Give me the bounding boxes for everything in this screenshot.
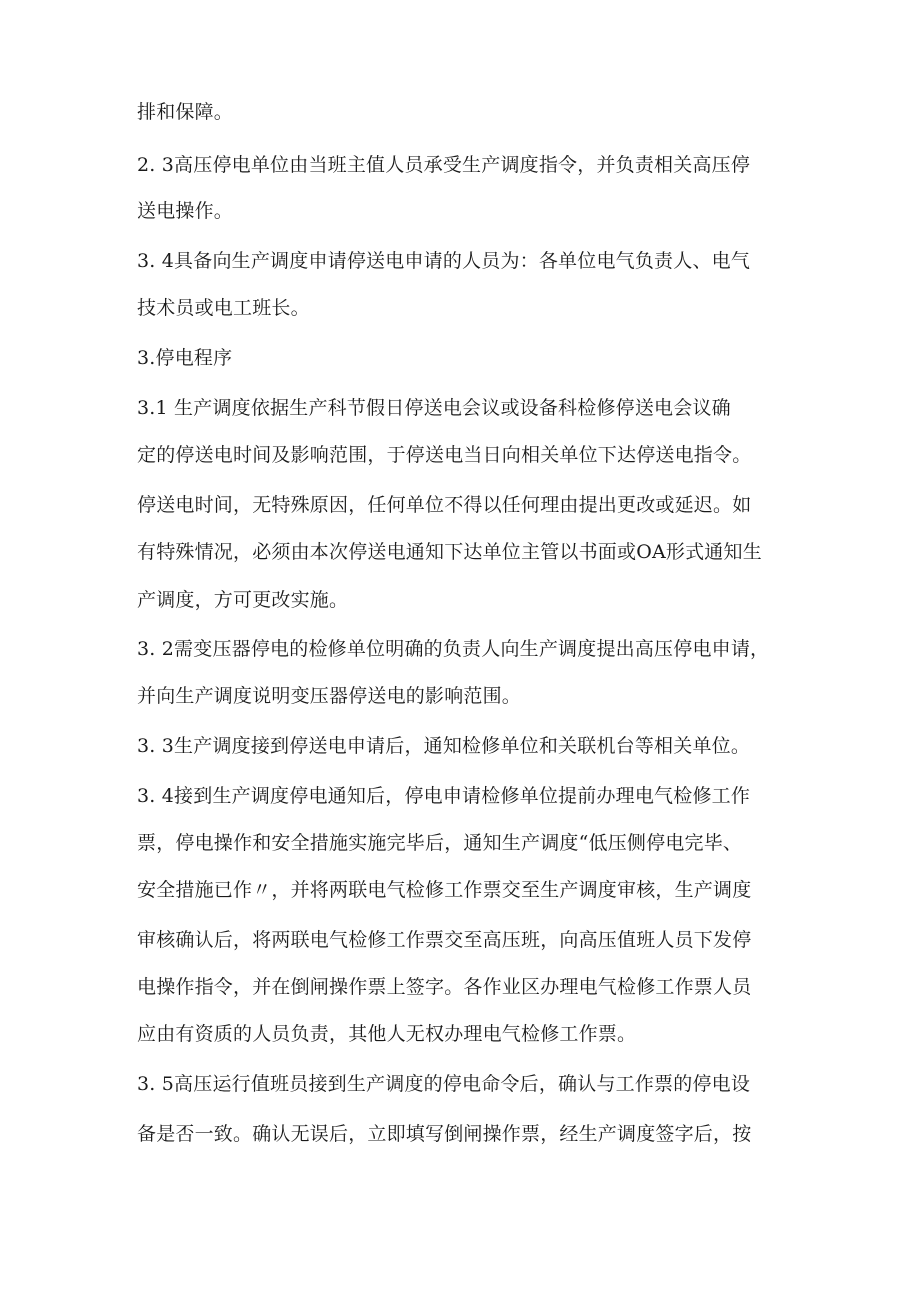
text-line-16: 票，停电操作和安全措施实施完毕后，通知生产调度“低压侧停电完毕、	[137, 832, 743, 854]
text-line-8: 定的停送电时间及影响范围，于停送电当日向相关单位下达停送电指令。	[137, 444, 752, 466]
text-line-20: 应由有资质的人员负责，其他人无权办理电气检修工作票。	[137, 1023, 637, 1045]
text-line-7: 3.1 生产调度依据生产科节假日停送电会议或设备科检修停送电会议确	[137, 397, 731, 419]
text-line-11: 产调度，方可更改实施。	[137, 589, 349, 611]
text-line-9: 停送电时间，无特殊原因，任何单位不得以任何理由提出更改或延迟。如	[137, 494, 752, 516]
text-line-21: 3. 5高压运行值班员接到生产调度的停电命令后，确认与工作票的停电设	[137, 1073, 751, 1095]
text-line-15: 3. 4接到生产调度停电通知后，停电申请检修单位提前办理电气检修工作	[137, 785, 751, 807]
text-line-12: 3. 2需变压器停电的检修单位明确的负责人向生产调度提出高压停电申请，	[137, 638, 770, 660]
text-line-4: 3. 4具备向生产调度申请停送电申请的人员为：各单位电气负责人、电气	[137, 250, 751, 272]
section-heading: 3.停电程序	[137, 347, 233, 369]
text-line-1: 排和保障。	[137, 101, 234, 123]
text-line-18: 审核确认后，将两联电气检修工作票交至高压班，向高压值班人员下发停	[137, 929, 752, 951]
text-line-5: 技术员或电工班长。	[137, 297, 310, 319]
text-line-14: 3. 3生产调度接到停送电申请后，通知检修单位和关联机台等相关单位。	[137, 735, 751, 757]
text-line-10: 有特殊情况，必须由本次停送电通知下达单位主管以书面或OA形式通知生	[137, 541, 762, 563]
text-line-3: 送电操作。	[137, 200, 234, 222]
text-line-19: 电操作指令，并在倒闸操作票上签字。各作业区办理电气检修工作票人员	[137, 976, 752, 998]
text-line-17: 安全措施已作〃，并将两联电气检修工作票交至生产调度审核，生产调度	[137, 879, 752, 901]
text-line-2: 2. 3高压停电单位由当班主值人员承受生产调度指令，并负责相关高压停	[137, 154, 751, 176]
text-line-22: 备是否一致。确认无误后，立即填写倒闸操作票，经生产调度签字后，按	[137, 1123, 752, 1145]
text-line-13: 并向生产调度说明变压器停送电的影响范围。	[137, 685, 522, 707]
